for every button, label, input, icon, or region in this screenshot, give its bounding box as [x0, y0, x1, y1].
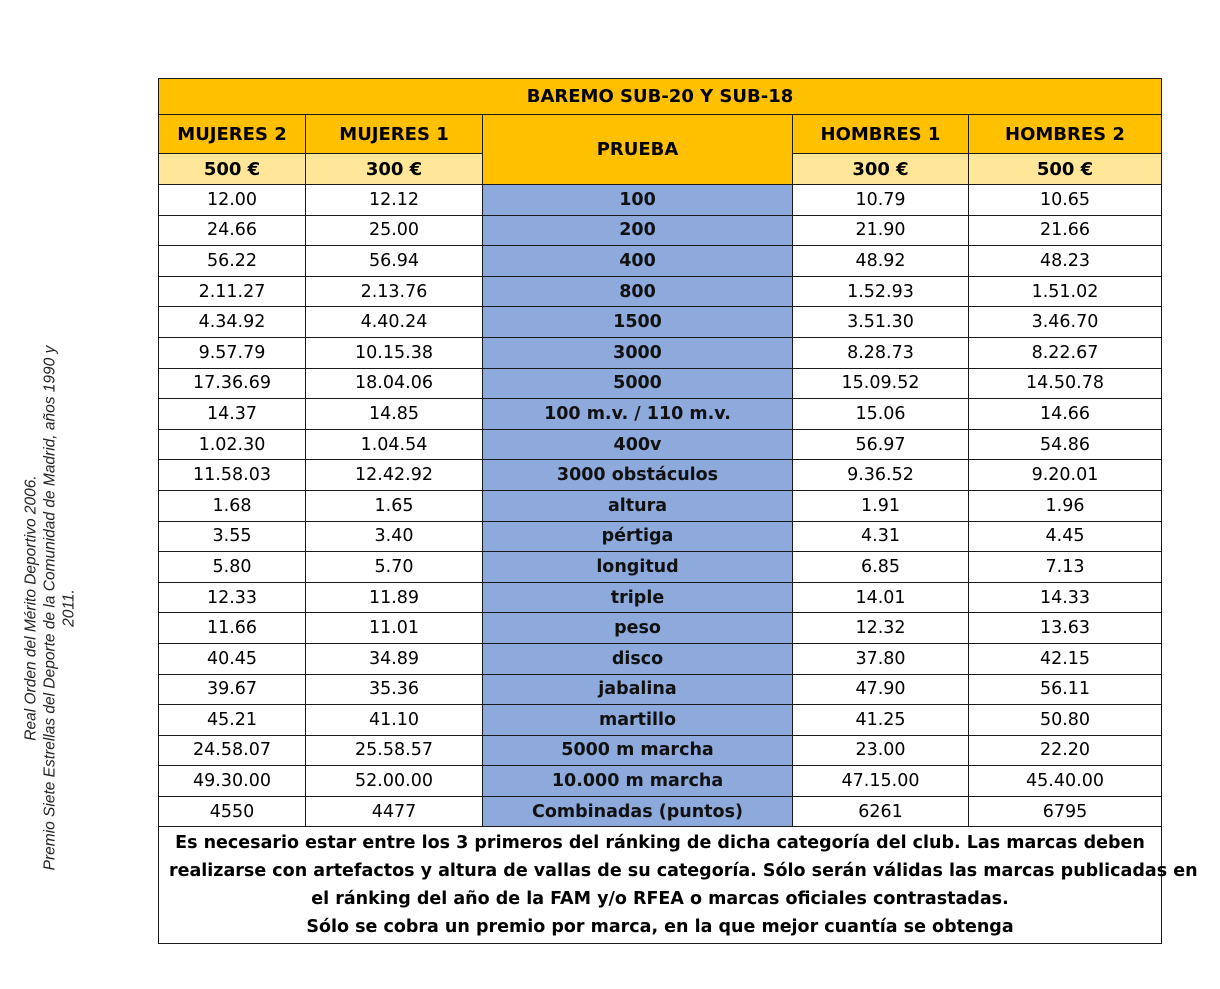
mujeres-1-mark: 34.89: [306, 643, 483, 674]
event-name: longitud: [483, 552, 793, 583]
table-row: [159, 276, 1162, 307]
side-note-line-3: 2011.: [60, 589, 78, 627]
event-name: 400: [483, 246, 793, 277]
prize-hombres-1: 300 €: [793, 154, 969, 185]
mujeres-2-mark: 24.66: [159, 215, 306, 246]
mujeres-1-mark: 11.01: [306, 613, 483, 644]
hombres-1-mark: 10.79: [793, 185, 969, 216]
event-name: peso: [483, 613, 793, 644]
event-name: 5000: [483, 368, 793, 399]
table-row: [159, 643, 1162, 674]
event-name: 800: [483, 276, 793, 307]
hombres-1-mark: 1.52.93: [793, 276, 969, 307]
event-name: 5000 m marcha: [483, 735, 793, 766]
side-note-awards: [22, 298, 79, 918]
mujeres-2-mark: 1.68: [159, 490, 306, 521]
mujeres-2-mark: 56.22: [159, 246, 306, 277]
mujeres-1-mark: 10.15.38: [306, 337, 483, 368]
mujeres-2-mark: 14.37: [159, 399, 306, 430]
table-row: [159, 766, 1162, 797]
mujeres-2-mark: 11.58.03: [159, 460, 306, 491]
category-header-row: [159, 115, 1162, 154]
event-name: jabalina: [483, 674, 793, 705]
hombres-1-mark: 15.09.52: [793, 368, 969, 399]
note-line: Sólo se cobra un premio por marca, en la que mejor cuantía se obtenga: [306, 917, 1014, 938]
hombres-2-mark: 6795: [969, 796, 1162, 827]
note-row: [159, 827, 1162, 944]
mujeres-1-mark: 1.04.54: [306, 429, 483, 460]
event-name: 200: [483, 215, 793, 246]
table-row: [159, 399, 1162, 430]
hombres-2-mark: 8.22.67: [969, 337, 1162, 368]
mujeres-1-mark: 25.58.57: [306, 735, 483, 766]
table-row: [159, 215, 1162, 246]
hombres-1-mark: 6261: [793, 796, 969, 827]
table-row: [159, 368, 1162, 399]
mujeres-2-mark: 40.45: [159, 643, 306, 674]
mujeres-1-mark: 12.42.92: [306, 460, 483, 491]
mujeres-1-mark: 56.94: [306, 246, 483, 277]
event-name: Combinadas (puntos): [483, 796, 793, 827]
mujeres-2-mark: 45.21: [159, 705, 306, 736]
hombres-1-mark: 56.97: [793, 429, 969, 460]
table-row: [159, 552, 1162, 583]
hombres-1-mark: 4.31: [793, 521, 969, 552]
table-row: [159, 429, 1162, 460]
table-row: [159, 460, 1162, 491]
table-row: [159, 521, 1162, 552]
table-row: [159, 735, 1162, 766]
hombres-2-mark: 14.33: [969, 582, 1162, 613]
hombres-1-mark: 21.90: [793, 215, 969, 246]
hombres-2-mark: 13.63: [969, 613, 1162, 644]
header-hombres-1: HOMBRES 1: [793, 115, 969, 154]
table-row: [159, 796, 1162, 827]
mujeres-1-mark: 52.00.00: [306, 766, 483, 797]
mujeres-2-mark: 3.55: [159, 521, 306, 552]
mujeres-1-mark: 35.36: [306, 674, 483, 705]
hombres-2-mark: 45.40.00: [969, 766, 1162, 797]
mujeres-1-mark: 12.12: [306, 185, 483, 216]
event-name: 3000: [483, 337, 793, 368]
hombres-2-mark: 7.13: [969, 552, 1162, 583]
event-name: disco: [483, 643, 793, 674]
mujeres-1-mark: 3.40: [306, 521, 483, 552]
hombres-1-mark: 9.36.52: [793, 460, 969, 491]
table-row: [159, 337, 1162, 368]
hombres-1-mark: 41.25: [793, 705, 969, 736]
event-name: triple: [483, 582, 793, 613]
note-line: el ránking del año de la FAM y/o RFEA o marcas oficiales contrastadas.: [311, 889, 1009, 910]
table-row: [159, 490, 1162, 521]
mujeres-1-mark: 4.40.24: [306, 307, 483, 338]
mujeres-2-mark: 9.57.79: [159, 337, 306, 368]
event-name: 10.000 m marcha: [483, 766, 793, 797]
hombres-2-mark: 4.45: [969, 521, 1162, 552]
hombres-1-mark: 15.06: [793, 399, 969, 430]
hombres-2-mark: 14.50.78: [969, 368, 1162, 399]
hombres-2-mark: 9.20.01: [969, 460, 1162, 491]
hombres-2-mark: 56.11: [969, 674, 1162, 705]
baremo-table: [158, 78, 1198, 944]
table-row: [159, 674, 1162, 705]
hombres-2-mark: 1.51.02: [969, 276, 1162, 307]
hombres-2-mark: 22.20: [969, 735, 1162, 766]
hombres-2-mark: 21.66: [969, 215, 1162, 246]
mujeres-1-mark: 25.00: [306, 215, 483, 246]
mujeres-2-mark: 12.00: [159, 185, 306, 216]
hombres-2-mark: 50.80: [969, 705, 1162, 736]
mujeres-2-mark: 4550: [159, 796, 306, 827]
requirements-note: [159, 827, 1198, 944]
mujeres-1-mark: 14.85: [306, 399, 483, 430]
table-row: [159, 613, 1162, 644]
table-row: [159, 185, 1162, 216]
prize-mujeres-2: 500 €: [159, 154, 306, 185]
mujeres-1-mark: 41.10: [306, 705, 483, 736]
hombres-2-mark: 3.46.70: [969, 307, 1162, 338]
mujeres-1-mark: 11.89: [306, 582, 483, 613]
hombres-1-mark: 37.80: [793, 643, 969, 674]
hombres-2-mark: 54.86: [969, 429, 1162, 460]
side-note-line-1: Real Orden del Mérito Deportivo 2006.: [22, 475, 40, 741]
note-line: realizarse con artefactos y altura de vallas de su categoría. Sólo serán válidas las marcas publicadas en: [169, 861, 1198, 882]
header-hombres-2: HOMBRES 2: [969, 115, 1162, 154]
table-row: [159, 307, 1162, 338]
mujeres-1-mark: 2.13.76: [306, 276, 483, 307]
event-name: 100: [483, 185, 793, 216]
hombres-1-mark: 6.85: [793, 552, 969, 583]
hombres-2-mark: 10.65: [969, 185, 1162, 216]
header-mujeres-2: MUJERES 2: [159, 115, 306, 154]
hombres-2-mark: 1.96: [969, 490, 1162, 521]
mujeres-1-mark: 18.04.06: [306, 368, 483, 399]
table-title: BAREMO SUB-20 Y SUB-18: [159, 79, 1162, 115]
title-row: [159, 79, 1162, 115]
header-prueba: PRUEBA: [483, 115, 793, 185]
hombres-2-mark: 42.15: [969, 643, 1162, 674]
event-name: 100 m.v. / 110 m.v.: [483, 399, 793, 430]
table-row: [159, 705, 1162, 736]
mujeres-1-mark: 4477: [306, 796, 483, 827]
mujeres-2-mark: 49.30.00: [159, 766, 306, 797]
mujeres-2-mark: 5.80: [159, 552, 306, 583]
event-name: pértiga: [483, 521, 793, 552]
mujeres-2-mark: 12.33: [159, 582, 306, 613]
mujeres-2-mark: 24.58.07: [159, 735, 306, 766]
hombres-2-mark: 14.66: [969, 399, 1162, 430]
hombres-1-mark: 14.01: [793, 582, 969, 613]
table-row: [159, 582, 1162, 613]
side-note-line-2: Premio Siete Estrellas del Deporte de la Comunidad de Madrid, años 1990 y: [41, 345, 59, 871]
hombres-1-mark: 1.91: [793, 490, 969, 521]
note-line: Es necesario estar entre los 3 primeros del ránking de dicha categoría del club. Las marcas deben: [175, 833, 1145, 854]
mujeres-1-mark: 5.70: [306, 552, 483, 583]
hombres-2-mark: 48.23: [969, 246, 1162, 277]
header-mujeres-1: MUJERES 1: [306, 115, 483, 154]
hombres-1-mark: 47.15.00: [793, 766, 969, 797]
mujeres-2-mark: 39.67: [159, 674, 306, 705]
hombres-1-mark: 12.32: [793, 613, 969, 644]
event-name: 1500: [483, 307, 793, 338]
mujeres-2-mark: 2.11.27: [159, 276, 306, 307]
hombres-1-mark: 8.28.73: [793, 337, 969, 368]
mujeres-2-mark: 4.34.92: [159, 307, 306, 338]
event-name: 3000 obstáculos: [483, 460, 793, 491]
table-row: [159, 246, 1162, 277]
prize-hombres-2: 500 €: [969, 154, 1162, 185]
hombres-1-mark: 48.92: [793, 246, 969, 277]
event-name: martillo: [483, 705, 793, 736]
mujeres-2-mark: 11.66: [159, 613, 306, 644]
mujeres-2-mark: 1.02.30: [159, 429, 306, 460]
mujeres-1-mark: 1.65: [306, 490, 483, 521]
hombres-1-mark: 47.90: [793, 674, 969, 705]
prize-mujeres-1: 300 €: [306, 154, 483, 185]
event-name: altura: [483, 490, 793, 521]
event-name: 400v: [483, 429, 793, 460]
hombres-1-mark: 23.00: [793, 735, 969, 766]
hombres-1-mark: 3.51.30: [793, 307, 969, 338]
mujeres-2-mark: 17.36.69: [159, 368, 306, 399]
